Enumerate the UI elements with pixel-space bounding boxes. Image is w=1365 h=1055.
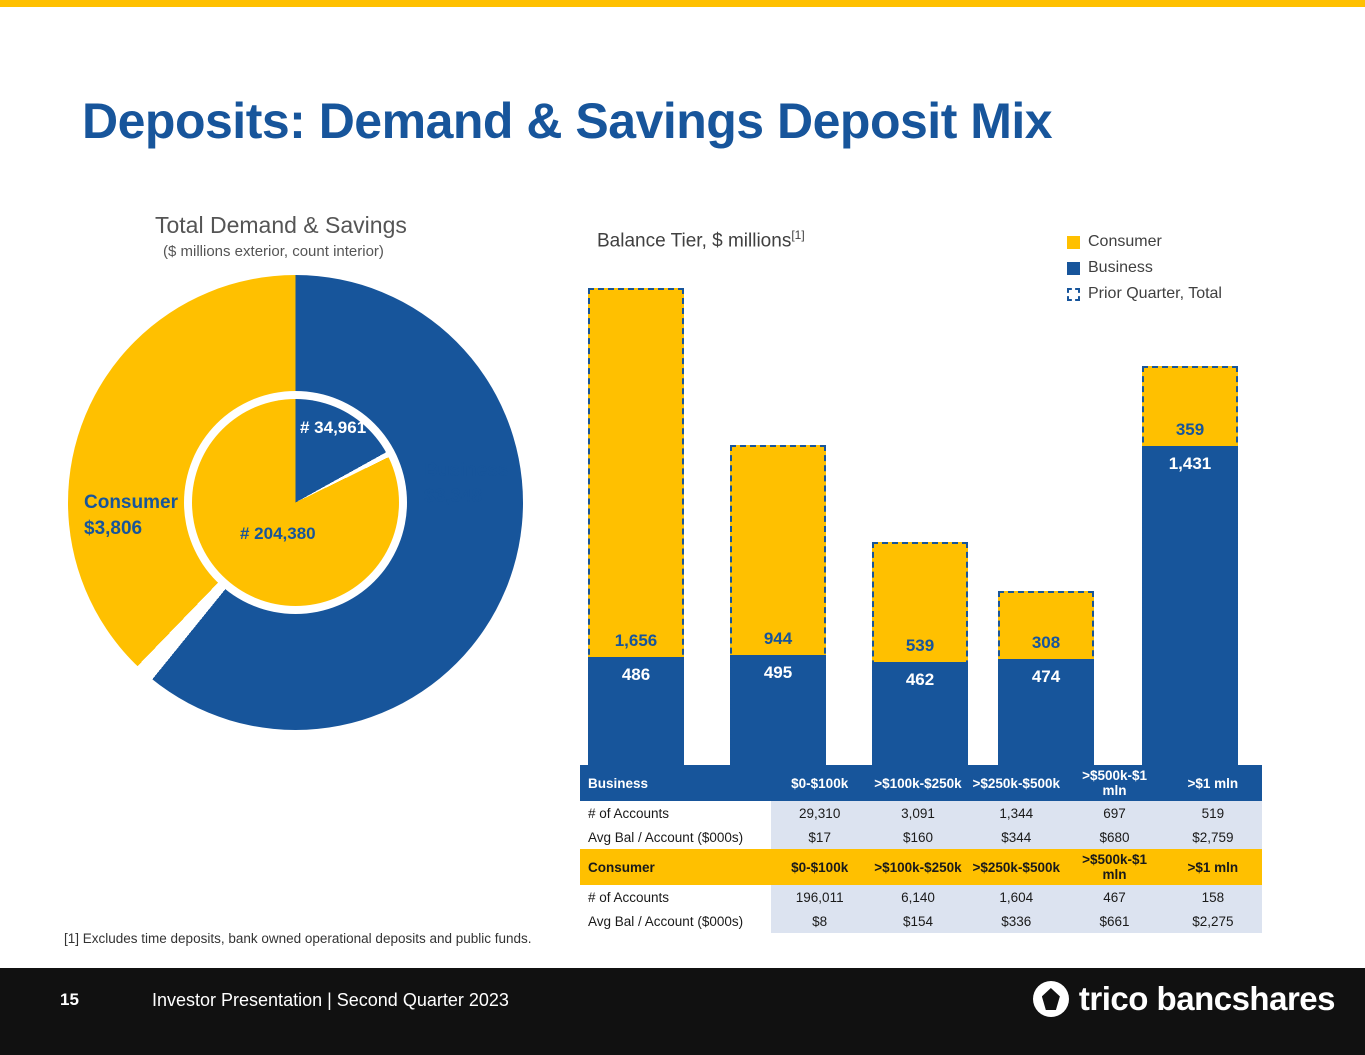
legend-item-consumer	[1067, 229, 1222, 255]
footnote: [1] Excludes time deposits, bank owned operational deposits and public funds.	[64, 931, 532, 946]
donut-business-label	[424, 458, 508, 509]
table-row	[580, 825, 1262, 849]
footer-caption: Investor Presentation | Second Quarter 2023	[152, 990, 509, 1010]
prior-quarter-outline	[998, 591, 1094, 765]
column-header-tier-1: $0-$100k	[771, 765, 869, 801]
bar-chart-heading-text: Balance Tier, $ millions	[597, 230, 792, 252]
cell: 1,344	[967, 801, 1065, 825]
cell: $160	[869, 825, 967, 849]
legend-label-business: Business	[1088, 259, 1153, 276]
bar-label-consumer: 308	[1031, 633, 1061, 653]
cell: $8	[771, 909, 869, 933]
donut-chart-subheading: ($ millions exterior, count interior)	[163, 243, 384, 260]
cell: $154	[869, 909, 967, 933]
stacked-bar-chart	[560, 275, 1290, 765]
bar-label-consumer: 359	[1175, 420, 1205, 440]
business-swatch-icon	[1067, 262, 1080, 275]
donut-business-value: $3,348	[424, 485, 483, 507]
cell: $344	[967, 825, 1065, 849]
cell: 519	[1164, 801, 1262, 825]
donut-business-count-label: # 34,961	[300, 418, 367, 437]
cell: $2,759	[1164, 825, 1262, 849]
table-row	[580, 885, 1262, 909]
row-label: # of Accounts	[580, 801, 771, 825]
row-label: Avg Bal / Account ($000s)	[580, 909, 771, 933]
cell: $2,275	[1164, 909, 1262, 933]
donut-inner-ring	[192, 399, 399, 606]
row-label: # of Accounts	[580, 885, 771, 909]
cell: 158	[1164, 885, 1262, 909]
donut-consumer-label	[84, 490, 178, 541]
donut-chart-heading: Total Demand & Savings	[155, 212, 407, 238]
bar-group	[730, 445, 826, 766]
page-title: Deposits: Demand & Savings Deposit Mix	[82, 93, 1053, 149]
bar-label-consumer: 1,656	[614, 630, 658, 650]
table-row	[580, 909, 1262, 933]
column-header-tier-2: >$100k-$250k	[869, 765, 967, 801]
donut-consumer-name: Consumer	[84, 492, 178, 513]
bar-group	[1142, 366, 1238, 765]
table-row-consumer-header	[580, 849, 1262, 885]
bar-label-business: 462	[905, 670, 935, 690]
bar-group	[998, 591, 1094, 765]
prior-quarter-outline	[872, 542, 968, 765]
bar-group	[588, 288, 684, 765]
brand-name: trico bancshares	[1078, 980, 1335, 1017]
table-row	[580, 801, 1262, 825]
cell: 29,310	[771, 801, 869, 825]
page-number: 15	[60, 990, 79, 1009]
column-header-tier-3: >$250k-$500k	[967, 849, 1065, 885]
company-logo	[1033, 980, 1335, 1018]
cell: $336	[967, 909, 1065, 933]
legend-label-consumer: Consumer	[1088, 233, 1162, 250]
donut-consumer-count-label: # 204,380	[240, 524, 316, 543]
prior-quarter-outline	[588, 288, 684, 765]
cell: $661	[1065, 909, 1163, 933]
cell: 697	[1065, 801, 1163, 825]
cell: 6,140	[869, 885, 967, 909]
cell: $17	[771, 825, 869, 849]
column-header-tier-5: >$1 mln	[1164, 765, 1262, 801]
cell: 1,604	[967, 885, 1065, 909]
column-header-tier-3: >$250k-$500k	[967, 765, 1065, 801]
column-header-tier-2: >$100k-$250k	[869, 849, 967, 885]
cell: $680	[1065, 825, 1163, 849]
bar-chart-heading-footnote-ref: [1]	[791, 228, 805, 242]
consumer-swatch-icon	[1067, 236, 1080, 249]
cell: 3,091	[869, 801, 967, 825]
cell: 467	[1065, 885, 1163, 909]
donut-consumer-value: $3,806	[84, 517, 143, 539]
business-header-label: Business	[580, 765, 771, 801]
prior-quarter-outline	[730, 445, 826, 766]
bar-label-business: 486	[621, 664, 651, 684]
column-header-tier-5: >$1 mln	[1164, 849, 1262, 885]
balance-tier-table	[580, 765, 1262, 933]
column-header-tier-4: >$500k-$1 mln	[1065, 765, 1163, 801]
bar-label-consumer: 944	[763, 628, 793, 648]
consumer-header-label: Consumer	[580, 849, 771, 885]
table-row-business-header	[580, 765, 1262, 801]
donut-business-name: Business	[424, 460, 509, 481]
bar-label-consumer: 539	[905, 636, 935, 656]
bar-label-business: 1,431	[1168, 454, 1212, 474]
bar-label-business: 495	[763, 662, 793, 682]
column-header-tier-1: $0-$100k	[771, 849, 869, 885]
top-accent-rule	[0, 0, 1365, 7]
prior-quarter-outline	[1142, 366, 1238, 765]
legend-label-prior-quarter: Prior Quarter, Total	[1088, 285, 1222, 302]
trico-shield-icon	[1033, 981, 1069, 1017]
bar-label-business: 474	[1031, 667, 1061, 687]
column-header-tier-4: >$500k-$1 mln	[1065, 849, 1163, 885]
bar-chart-heading	[597, 228, 805, 252]
cell: 196,011	[771, 885, 869, 909]
table-body	[580, 765, 1262, 933]
row-label: Avg Bal / Account ($000s)	[580, 825, 771, 849]
bar-group	[872, 542, 968, 765]
